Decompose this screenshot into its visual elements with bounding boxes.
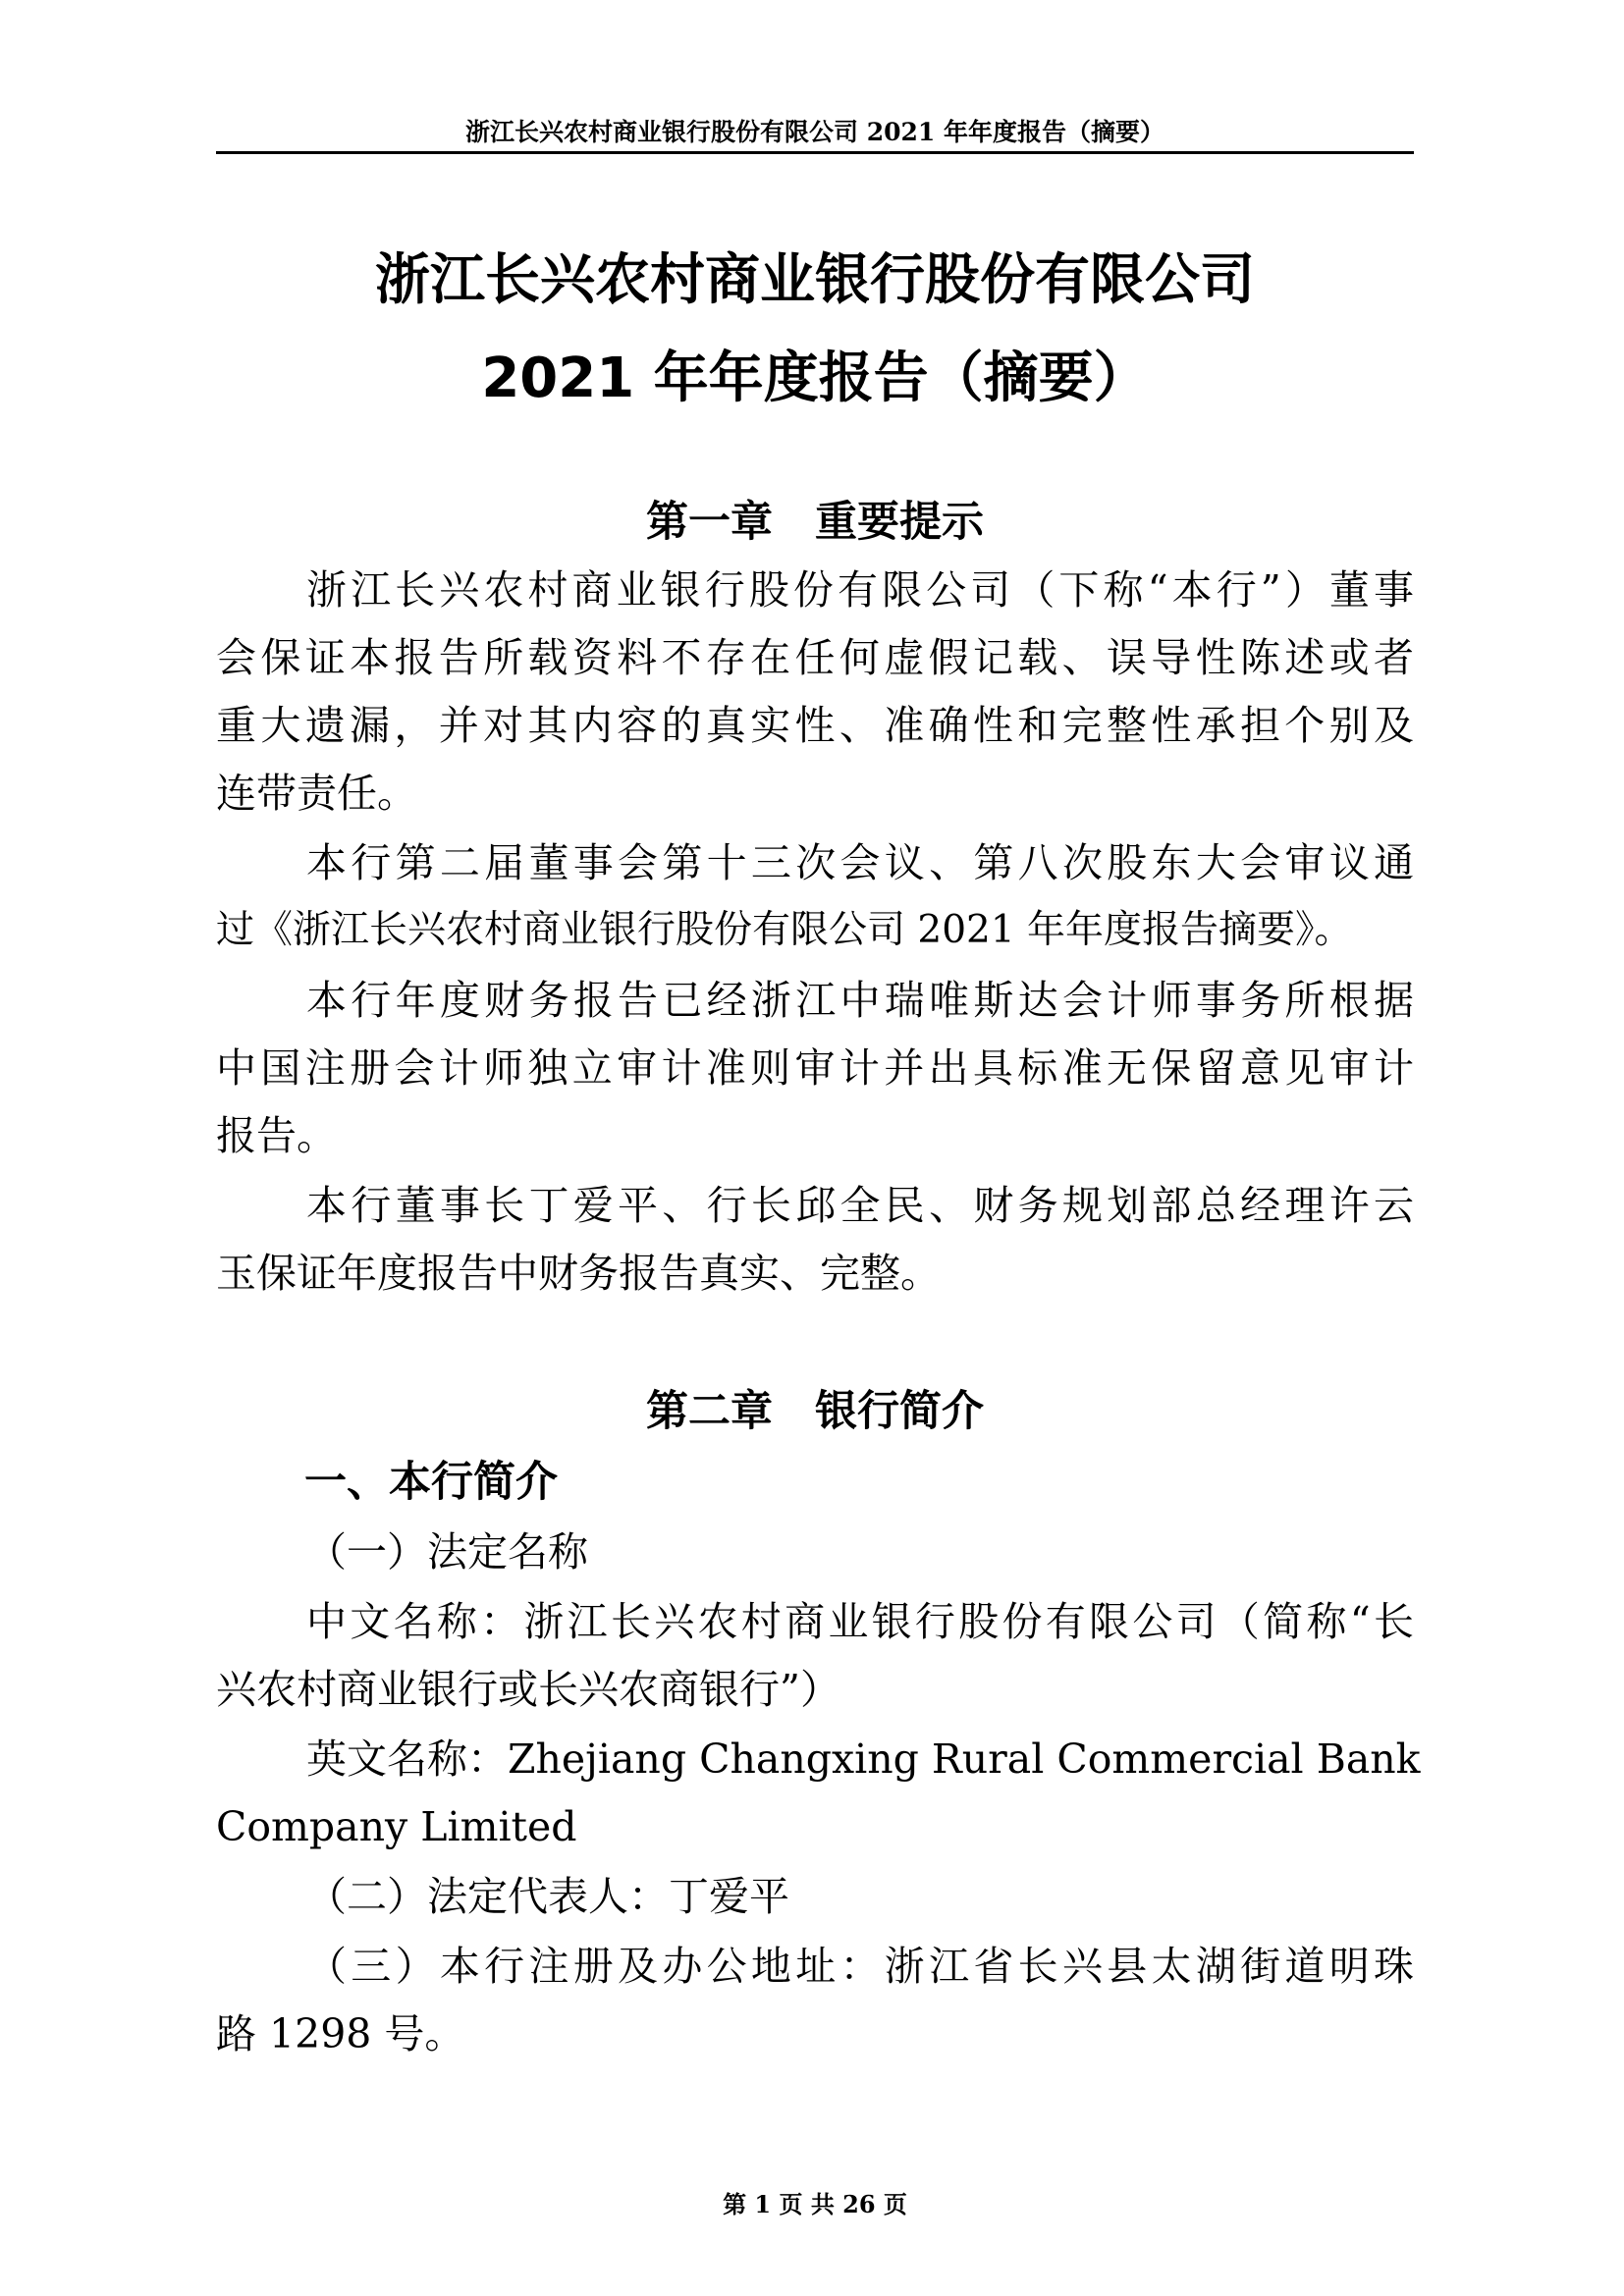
paragraph-line: 会保证本报告所载资料不存在任何虚假记载、误导性陈述或者 [216, 634, 1414, 681]
item-label: （一）法定名称 [306, 1528, 588, 1575]
address-line: （三）本行注册及办公地址：浙江省长兴县太湖街道明珠 [306, 1943, 1414, 1990]
paragraph-line: 本行第二届董事会第十三次会议、第八次股东大会审议通 [306, 839, 1414, 886]
english-name-line: Company Limited [216, 1803, 577, 1850]
header-rule [216, 151, 1414, 154]
paragraph-line: 浙江长兴农村商业银行股份有限公司（下称“本行”）董事 [306, 566, 1414, 614]
running-header: 浙江长兴农村商业银行股份有限公司 2021 年年度报告（摘要） [465, 118, 1164, 146]
legal-representative: （二）法定代表人：丁爱平 [306, 1873, 789, 1920]
chinese-name-line: 中文名称：浙江长兴农村商业银行股份有限公司（简称“长 [306, 1598, 1414, 1645]
document-title-line-2: 2021 年年度报告（摘要） [481, 347, 1149, 410]
paragraph-line: 重大遗漏，并对其内容的真实性、准确性和完整性承担个别及 [216, 702, 1414, 749]
chinese-name-line: 兴农村商业银行或长兴农商银行”） [216, 1666, 840, 1713]
paragraph-line: 中国注册会计师独立审计准则审计并出具标准无保留意见审计 [216, 1044, 1414, 1092]
section-heading: 一、本行简介 [304, 1458, 558, 1507]
paragraph-line: 本行年度财务报告已经浙江中瑞唯斯达会计师事务所根据 [306, 977, 1414, 1024]
page-number: 第 1 页 共 26 页 [723, 2190, 907, 2218]
paragraph-line: 本行董事长丁爱平、行长邱全民、财务规划部总经理许云 [306, 1182, 1414, 1229]
paragraph-line: 报告。 [216, 1112, 337, 1159]
chapter-2-heading: 第二章 银行简介 [646, 1387, 984, 1436]
english-name-line: 英文名称：Zhejiang Changxing Rural Commercial Bank [306, 1735, 1421, 1783]
paragraph-line: 玉保证年度报告中财务报告真实、完整。 [216, 1250, 941, 1297]
chapter-1-heading: 第一章 重要提示 [646, 498, 984, 547]
paragraph-line: 过《浙江长兴农村商业银行股份有限公司 2021 年年度报告摘要》。 [216, 908, 1353, 952]
paragraph-line: 连带责任。 [216, 770, 417, 817]
address-line: 路 1298 号。 [216, 2010, 465, 2057]
document-title-line-1: 浙江长兴农村商业银行股份有限公司 [375, 248, 1255, 312]
